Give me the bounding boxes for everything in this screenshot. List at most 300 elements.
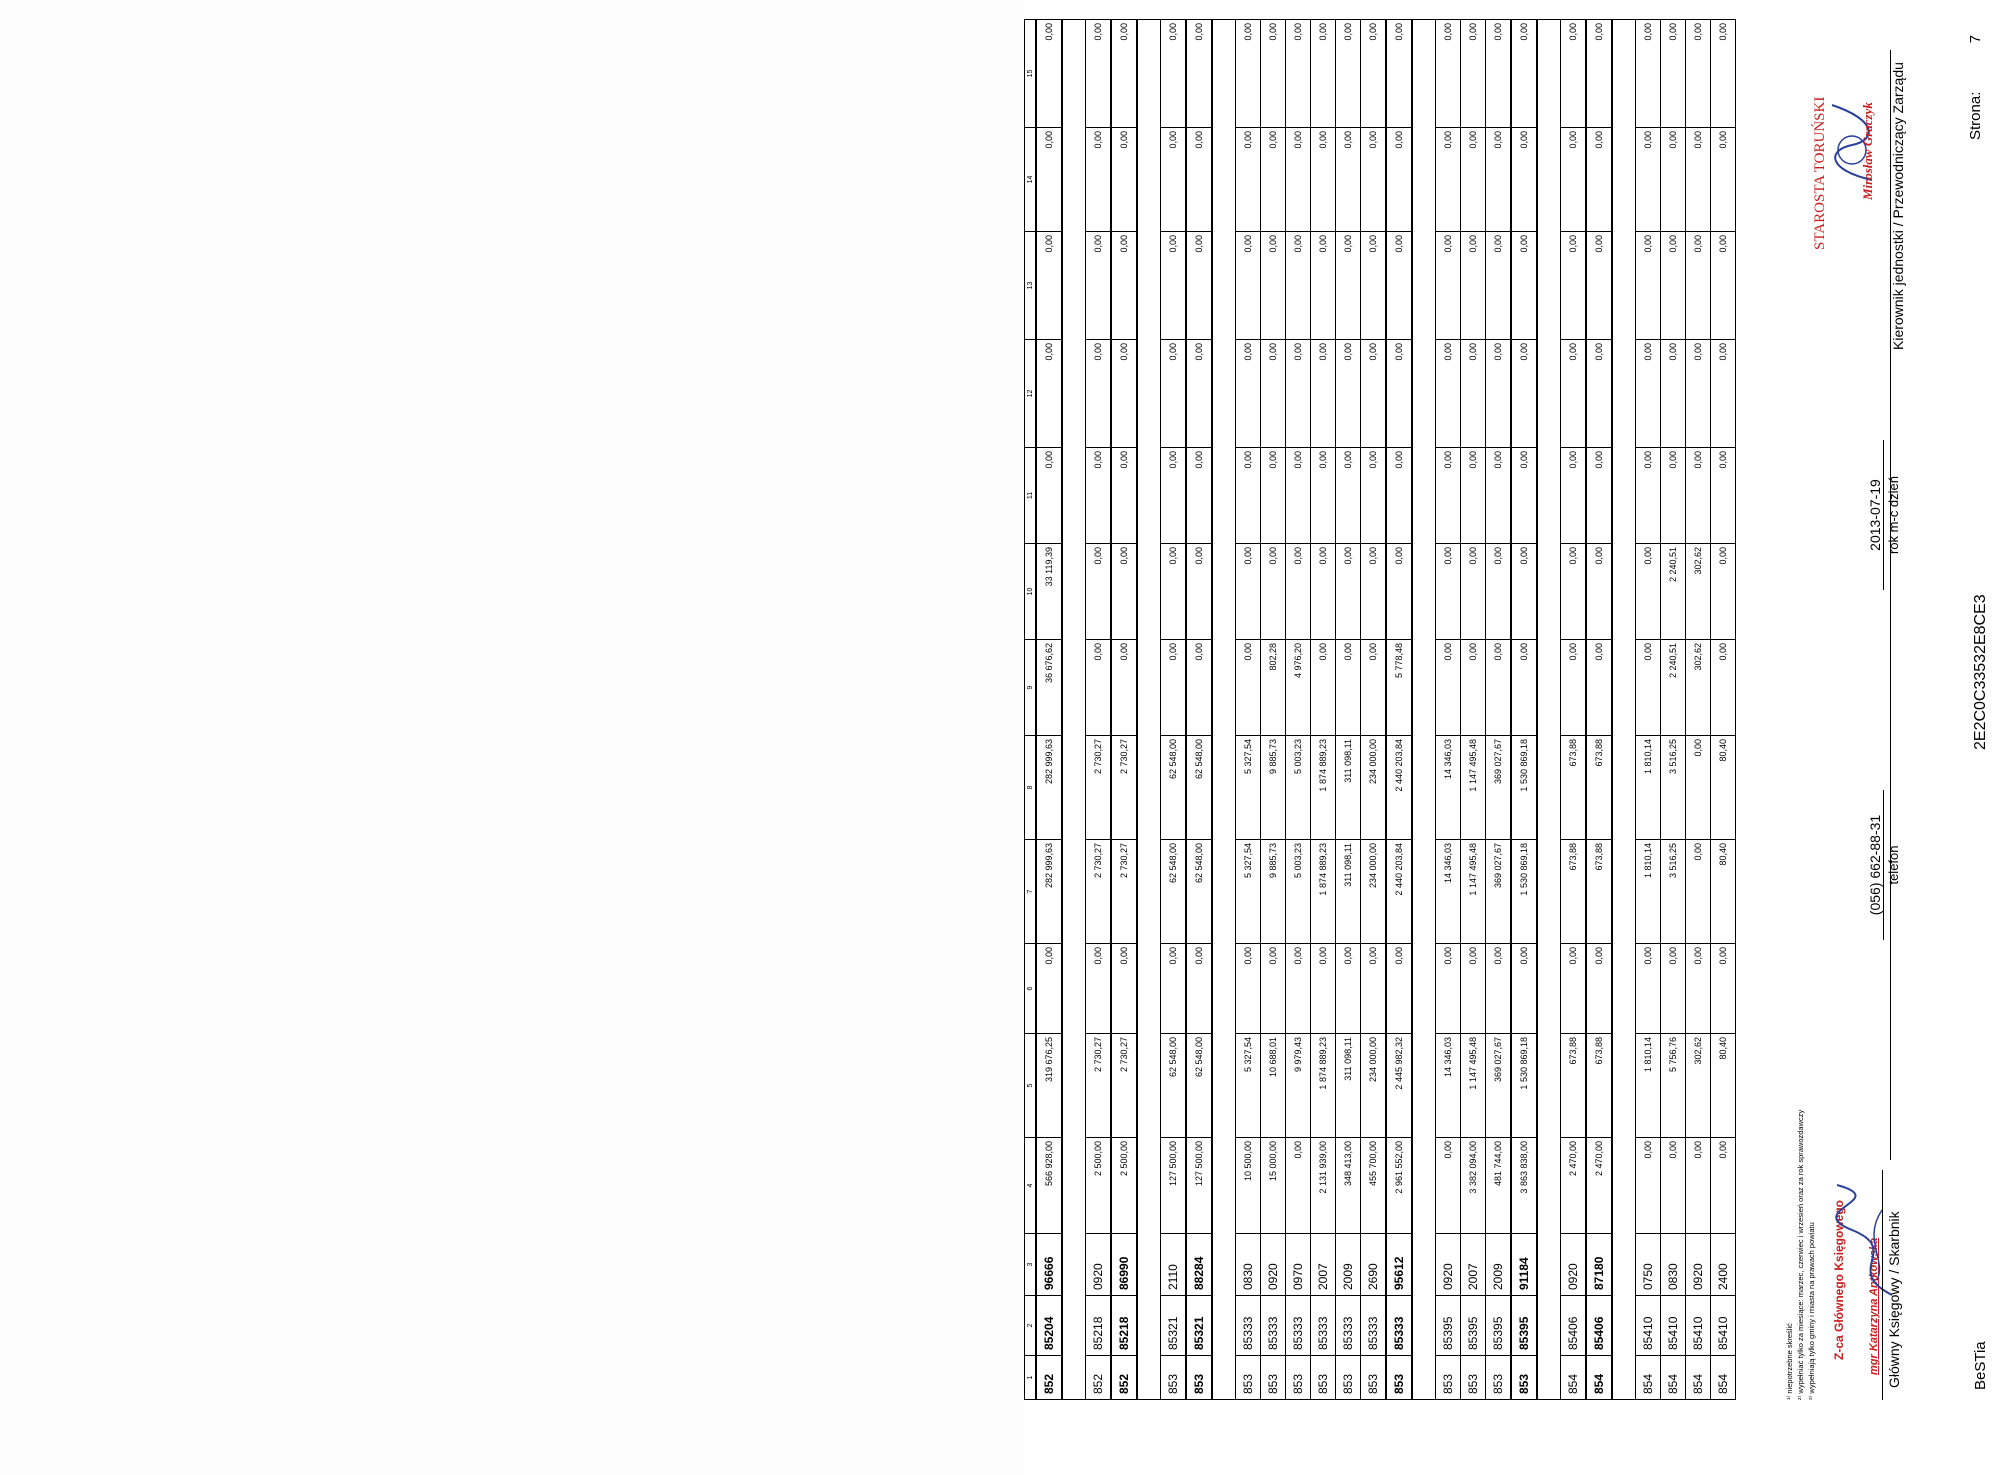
table-cell: 2 445 982,32 — [1386, 1034, 1412, 1138]
table-cell: 1 530 869,18 — [1511, 840, 1537, 944]
table-cell: 0,00 — [1636, 128, 1661, 232]
table-cell: 0,00 — [1086, 944, 1112, 1034]
table-cell: 5 327,54 — [1236, 840, 1261, 944]
table-cell: 85333 — [1386, 1296, 1412, 1356]
table-row — [1261, 20, 1286, 1400]
table-cell: 0,00 — [1361, 340, 1387, 448]
table-cell: 0,00 — [1361, 640, 1387, 736]
separator-cell — [1537, 1356, 1561, 1400]
table-cell: 3 516,25 — [1661, 736, 1686, 840]
separator-cell — [1062, 340, 1086, 448]
table-cell: 852 — [1111, 1356, 1137, 1400]
table-cell: 0,00 — [1111, 944, 1137, 1034]
column-number: 3 — [1025, 1234, 1037, 1296]
table-cell: 2 440 203,84 — [1386, 736, 1412, 840]
separator-cell — [1612, 1234, 1636, 1296]
separator-cell — [1412, 1034, 1436, 1138]
separator-cell — [1412, 840, 1436, 944]
table-cell: 0,00 — [1361, 20, 1387, 128]
separator-cell — [1137, 736, 1161, 840]
table-cell: 0,00 — [1436, 544, 1461, 640]
table-cell: 0,00 — [1511, 340, 1537, 448]
table-cell: 0,00 — [1361, 448, 1387, 544]
table-cell: 0,00 — [1586, 340, 1612, 448]
table-cell: 0,00 — [1661, 1138, 1686, 1234]
table-cell: 369 027,67 — [1486, 840, 1512, 944]
separator-cell — [1212, 736, 1236, 840]
separator-cell — [1062, 1234, 1086, 1296]
table-cell: 9 885,73 — [1261, 840, 1286, 944]
table-cell: 85395 — [1436, 1296, 1461, 1356]
separator-cell — [1137, 1034, 1161, 1138]
table-cell: 0,00 — [1186, 340, 1212, 448]
separator-cell — [1612, 448, 1636, 544]
column-number: 10 — [1025, 544, 1037, 640]
separator-cell — [1212, 1356, 1236, 1400]
separator-cell — [1612, 232, 1636, 340]
table-cell: 0,00 — [1036, 232, 1062, 340]
table-cell: 673,88 — [1586, 736, 1612, 840]
separator-cell — [1612, 1138, 1636, 1234]
table-cell: 234 000,00 — [1361, 840, 1387, 944]
separator-cell — [1537, 232, 1561, 340]
table-cell: 0,00 — [1311, 232, 1336, 340]
table-cell: 0,00 — [1511, 944, 1537, 1034]
table-cell: 0,00 — [1461, 544, 1486, 640]
report-table-container — [1024, 20, 1776, 1400]
table-cell: 0,00 — [1186, 544, 1212, 640]
table-cell: 88284 — [1186, 1234, 1212, 1296]
table-cell: 0,00 — [1236, 128, 1261, 232]
separator-cell — [1212, 20, 1236, 128]
table-cell: 0,00 — [1436, 944, 1461, 1034]
table-cell: 0,00 — [1561, 232, 1587, 340]
subtotal-row — [1111, 20, 1137, 1400]
table-cell: 0,00 — [1236, 544, 1261, 640]
table-cell: 0,00 — [1111, 640, 1137, 736]
table-cell: 853 — [1336, 1356, 1361, 1400]
separator-cell — [1537, 944, 1561, 1034]
table-cell: 0,00 — [1661, 128, 1686, 232]
separator-cell — [1612, 544, 1636, 640]
chief-stamp-name: mgr Katarzyna Antkowska — [1868, 1237, 1880, 1375]
separator-cell — [1212, 1234, 1236, 1296]
table-cell: 0,00 — [1261, 448, 1286, 544]
table-cell: 0,00 — [1386, 128, 1412, 232]
table-cell: 80,40 — [1711, 840, 1736, 944]
table-cell: 0,00 — [1161, 340, 1187, 448]
table-cell: 0,00 — [1336, 128, 1361, 232]
table-row — [1236, 20, 1261, 1400]
table-cell: 311 098,11 — [1336, 1034, 1361, 1138]
table-cell: 85333 — [1236, 1296, 1261, 1356]
table-cell: 0,00 — [1161, 128, 1187, 232]
table-cell: 0,00 — [1661, 340, 1686, 448]
separator-cell — [1137, 340, 1161, 448]
separator-cell — [1062, 1034, 1086, 1138]
separator-cell — [1062, 20, 1086, 128]
table-cell: 0,00 — [1236, 340, 1261, 448]
table-cell: 0,00 — [1686, 340, 1711, 448]
table-cell: 3 516,25 — [1661, 840, 1686, 944]
table-cell: 62 548,00 — [1161, 1034, 1187, 1138]
table-cell: 0,00 — [1486, 340, 1512, 448]
table-row — [1636, 20, 1661, 1400]
table-cell: 33 119,39 — [1036, 544, 1062, 640]
table-cell: 0,00 — [1711, 128, 1736, 232]
table-cell: 0,00 — [1486, 232, 1512, 340]
table-cell: 0,00 — [1461, 128, 1486, 232]
table-cell: 85410 — [1661, 1296, 1686, 1356]
separator-cell — [1412, 736, 1436, 840]
table-row — [1161, 20, 1187, 1400]
table-cell: 0,00 — [1386, 544, 1412, 640]
table-cell: 85333 — [1361, 1296, 1387, 1356]
table-cell: 0,00 — [1336, 944, 1361, 1034]
footnote: ³⁾ wypełniają tylko gminy i miasta na prawach powiatu — [1807, 1222, 1816, 1400]
table-cell: 0,00 — [1511, 232, 1537, 340]
separator-cell — [1537, 1234, 1561, 1296]
subtotal-row — [1036, 20, 1062, 1400]
table-cell: 854 — [1561, 1356, 1587, 1400]
table-cell: 0830 — [1661, 1234, 1686, 1296]
separator-cell — [1612, 20, 1636, 128]
separator-cell — [1137, 840, 1161, 944]
table-cell: 853 — [1261, 1356, 1286, 1400]
separator-cell — [1212, 1296, 1236, 1356]
table-cell: 2009 — [1486, 1234, 1512, 1296]
table-cell: 1 874 889,23 — [1311, 1034, 1336, 1138]
table-cell: 802,28 — [1261, 640, 1286, 736]
table-cell: 853 — [1361, 1356, 1387, 1400]
table-cell: 369 027,67 — [1486, 736, 1512, 840]
table-cell: 2 240,51 — [1661, 640, 1686, 736]
phone-value: (056) 662-88-31 — [1867, 814, 1883, 916]
table-cell: 319 676,25 — [1036, 1034, 1062, 1138]
separator-cell — [1212, 640, 1236, 736]
table-row — [1436, 20, 1461, 1400]
table-cell: 0,00 — [1561, 944, 1587, 1034]
table-cell: 85395 — [1486, 1296, 1512, 1356]
table-cell: 0,00 — [1511, 544, 1537, 640]
table-cell: 85204 — [1036, 1296, 1062, 1356]
table-cell: 10 500,00 — [1236, 1138, 1261, 1234]
column-number: 2 — [1025, 1296, 1037, 1356]
table-cell: 0,00 — [1311, 640, 1336, 736]
table-cell: 0,00 — [1686, 736, 1711, 840]
separator-cell — [1212, 340, 1236, 448]
separator-cell — [1137, 448, 1161, 544]
phone-label: telefon — [1883, 790, 1901, 940]
table-cell: 15 000,00 — [1261, 1138, 1286, 1234]
table-cell: 80,40 — [1711, 1034, 1736, 1138]
table-cell: 0,00 — [1086, 20, 1112, 128]
table-cell: 2400 — [1711, 1234, 1736, 1296]
table-cell: 0,00 — [1436, 1138, 1461, 1234]
separator-cell — [1062, 1296, 1086, 1356]
table-cell: 1 147 495,48 — [1461, 1034, 1486, 1138]
table-cell: 0,00 — [1511, 640, 1537, 736]
subtotal-row — [1586, 20, 1612, 1400]
table-cell: 62 548,00 — [1161, 736, 1187, 840]
separator-cell — [1537, 640, 1561, 736]
table-cell: 0,00 — [1111, 448, 1137, 544]
chief-stamp-title: Z-ca Głównego Księgowego — [1832, 1199, 1846, 1360]
table-cell: 0,00 — [1336, 448, 1361, 544]
table-cell: 0,00 — [1661, 944, 1686, 1034]
table-cell: 0,00 — [1111, 20, 1137, 128]
table-cell: 0,00 — [1636, 640, 1661, 736]
separator-cell — [1612, 128, 1636, 232]
separator-cell — [1537, 1296, 1561, 1356]
table-cell: 0,00 — [1461, 340, 1486, 448]
table-cell: 0,00 — [1486, 128, 1512, 232]
table-cell: 85406 — [1561, 1296, 1587, 1356]
table-cell: 0,00 — [1636, 340, 1661, 448]
table-row — [1311, 20, 1336, 1400]
table-cell: 0,00 — [1261, 944, 1286, 1034]
separator-cell — [1137, 1234, 1161, 1296]
table-cell: 5 327,54 — [1236, 736, 1261, 840]
separator-cell — [1412, 1234, 1436, 1296]
table-cell: 0,00 — [1636, 448, 1661, 544]
table-cell: 0,00 — [1561, 20, 1587, 128]
separator-cell — [1412, 340, 1436, 448]
table-row — [1686, 20, 1711, 1400]
table-cell: 853 — [1436, 1356, 1461, 1400]
table-cell: 853 — [1236, 1356, 1261, 1400]
table-cell: 673,88 — [1561, 1034, 1587, 1138]
table-cell: 853 — [1186, 1356, 1212, 1400]
separator-cell — [1537, 448, 1561, 544]
table-cell: 85333 — [1261, 1296, 1286, 1356]
column-number: 12 — [1025, 340, 1037, 448]
table-cell: 0,00 — [1486, 944, 1512, 1034]
table-cell: 3 382 094,00 — [1461, 1138, 1486, 1234]
table-cell: 2 730,27 — [1086, 840, 1112, 944]
table-cell: 853 — [1386, 1356, 1412, 1400]
separator-cell — [1412, 20, 1436, 128]
table-cell: 0,00 — [1686, 128, 1711, 232]
separator-cell — [1137, 640, 1161, 736]
table-cell: 1 530 869,18 — [1511, 1034, 1537, 1138]
table-cell: 0,00 — [1486, 640, 1512, 736]
table-cell: 2 730,27 — [1111, 840, 1137, 944]
separator-cell — [1612, 340, 1636, 448]
table-cell: 854 — [1711, 1356, 1736, 1400]
table-cell: 0750 — [1636, 1234, 1661, 1296]
head-of-unit-label: Kierownik jednostki / Przewodniczący Zarządu — [1890, 62, 1906, 350]
table-cell: 0,00 — [1236, 448, 1261, 544]
table-cell: 0,00 — [1311, 128, 1336, 232]
table-cell: 2 470,00 — [1561, 1138, 1587, 1234]
separator-cell — [1062, 1138, 1086, 1234]
table-cell: 0,00 — [1086, 128, 1112, 232]
table-cell: 0830 — [1236, 1234, 1261, 1296]
table-cell: 85333 — [1286, 1296, 1311, 1356]
column-number: 8 — [1025, 736, 1037, 840]
table-cell: 0,00 — [1711, 1138, 1736, 1234]
table-cell: 854 — [1686, 1356, 1711, 1400]
table-cell: 1 530 869,18 — [1511, 736, 1537, 840]
table-cell: 14 346,03 — [1436, 736, 1461, 840]
separator-cell — [1412, 1356, 1436, 1400]
table-cell: 9 979,43 — [1286, 1034, 1311, 1138]
table-cell: 0,00 — [1686, 448, 1711, 544]
table-cell: 0,00 — [1161, 448, 1187, 544]
table-cell: 2 470,00 — [1586, 1138, 1612, 1234]
table-cell: 0,00 — [1586, 640, 1612, 736]
table-cell: 0,00 — [1661, 448, 1686, 544]
column-number: 5 — [1025, 1034, 1037, 1138]
footnote: ²⁾ wypełniać tylko za miesiące: marzec, czerwiec i wrzesień oraz za rok sprawozdawczy — [1796, 1109, 1805, 1400]
footnote: ¹⁾ niepotrzebne skreślić — [1785, 1323, 1794, 1400]
table-cell: 0,00 — [1711, 232, 1736, 340]
separator-cell — [1137, 944, 1161, 1034]
date-block — [1867, 440, 1901, 590]
table-cell: 0,00 — [1261, 232, 1286, 340]
table-cell: 5 756,76 — [1661, 1034, 1686, 1138]
table-cell: 0,00 — [1436, 448, 1461, 544]
table-cell: 0,00 — [1161, 640, 1187, 736]
table-cell: 0,00 — [1711, 20, 1736, 128]
table-cell: 0,00 — [1511, 128, 1537, 232]
table-cell: 0,00 — [1336, 544, 1361, 640]
table-cell: 234 000,00 — [1361, 1034, 1387, 1138]
separator-cell — [1412, 544, 1436, 640]
signature-line — [1882, 1170, 1883, 1400]
table-cell: 0,00 — [1086, 232, 1112, 340]
table-cell: 0,00 — [1686, 1138, 1711, 1234]
table-cell: 853 — [1486, 1356, 1512, 1400]
table-cell: 0,00 — [1086, 448, 1112, 544]
table-cell: 0,00 — [1461, 944, 1486, 1034]
separator-cell — [1412, 1296, 1436, 1356]
table-cell: 854 — [1636, 1356, 1661, 1400]
table-cell: 0,00 — [1286, 340, 1311, 448]
table-cell: 0,00 — [1686, 232, 1711, 340]
table-cell: 853 — [1461, 1356, 1486, 1400]
column-number-row — [1025, 20, 1037, 1400]
separator-cell — [1212, 232, 1236, 340]
table-cell: 0,00 — [1286, 20, 1311, 128]
table-cell: 85395 — [1461, 1296, 1486, 1356]
separator-cell — [1062, 1356, 1086, 1400]
separator-cell — [1612, 1356, 1636, 1400]
table-cell: 0,00 — [1186, 128, 1212, 232]
separator-cell — [1137, 1138, 1161, 1234]
column-number: 13 — [1025, 232, 1037, 340]
table-cell: 0,00 — [1111, 340, 1137, 448]
separator-cell — [1612, 736, 1636, 840]
table-cell: 0,00 — [1111, 128, 1137, 232]
separator-cell — [1537, 1034, 1561, 1138]
separator-cell — [1537, 736, 1561, 840]
table-cell: 14 346,03 — [1436, 840, 1461, 944]
table-cell: 0,00 — [1586, 544, 1612, 640]
separator-cell — [1212, 544, 1236, 640]
separator-cell — [1612, 1296, 1636, 1356]
table-cell: 852 — [1036, 1356, 1062, 1400]
table-cell: 0,00 — [1461, 20, 1486, 128]
table-cell: 673,88 — [1586, 1034, 1612, 1138]
separator-cell — [1212, 448, 1236, 544]
table-cell: 0,00 — [1361, 544, 1387, 640]
table-cell: 311 098,11 — [1336, 736, 1361, 840]
table-cell: 0,00 — [1511, 448, 1537, 544]
column-number: 7 — [1025, 840, 1037, 944]
separator-cell — [1537, 840, 1561, 944]
table-cell: 302,62 — [1686, 1034, 1711, 1138]
table-cell: 0,00 — [1711, 340, 1736, 448]
table-cell: 0,00 — [1436, 232, 1461, 340]
table-cell: 85218 — [1086, 1296, 1112, 1356]
table-cell: 0,00 — [1386, 232, 1412, 340]
table-cell: 854 — [1661, 1356, 1686, 1400]
table-cell: 0,00 — [1311, 544, 1336, 640]
table-cell: 0,00 — [1636, 544, 1661, 640]
separator-cell — [1412, 640, 1436, 736]
column-number: 11 — [1025, 448, 1037, 544]
table-cell: 0,00 — [1261, 544, 1286, 640]
table-cell: 2009 — [1336, 1234, 1361, 1296]
table-cell: 0,00 — [1336, 640, 1361, 736]
table-cell: 95612 — [1386, 1234, 1412, 1296]
table-cell: 0,00 — [1161, 544, 1187, 640]
table-cell: 91184 — [1511, 1234, 1537, 1296]
table-cell: 0,00 — [1286, 544, 1311, 640]
table-cell: 0,00 — [1311, 340, 1336, 448]
table-cell: 2 440 203,84 — [1386, 840, 1412, 944]
table-cell: 0970 — [1286, 1234, 1311, 1296]
date-label: rok m-c dzień — [1883, 440, 1901, 590]
table-cell: 854 — [1586, 1356, 1612, 1400]
table-cell: 0,00 — [1286, 128, 1311, 232]
table-cell: 62 548,00 — [1186, 1034, 1212, 1138]
separator-cell — [1537, 128, 1561, 232]
table-cell: 1 810,14 — [1636, 840, 1661, 944]
separator-cell — [1062, 448, 1086, 544]
table-cell: 0,00 — [1636, 20, 1661, 128]
table-cell: 0,00 — [1361, 944, 1387, 1034]
separator-cell — [1062, 640, 1086, 736]
table-cell: 0,00 — [1086, 640, 1112, 736]
table-cell: 0,00 — [1336, 232, 1361, 340]
table-cell: 0,00 — [1636, 232, 1661, 340]
table-cell: 0,00 — [1236, 20, 1261, 128]
table-cell: 234 000,00 — [1361, 736, 1387, 840]
table-cell: 853 — [1161, 1356, 1187, 1400]
table-cell: 0,00 — [1436, 340, 1461, 448]
separator-cell — [1412, 448, 1436, 544]
column-number: 9 — [1025, 640, 1037, 736]
table-cell: 1 810,14 — [1636, 736, 1661, 840]
column-number: 1 — [1025, 1356, 1037, 1400]
table-cell: 0,00 — [1086, 340, 1112, 448]
table-cell: 0,00 — [1161, 944, 1187, 1034]
table-cell: 0,00 — [1436, 640, 1461, 736]
table-cell: 0,00 — [1186, 640, 1212, 736]
table-cell: 455 700,00 — [1361, 1138, 1387, 1234]
table-row — [1361, 20, 1387, 1400]
table-cell: 0,00 — [1586, 128, 1612, 232]
table-cell: 0,00 — [1286, 448, 1311, 544]
table-cell: 0,00 — [1711, 544, 1736, 640]
document-code: 2E2C0C33532E8CE3 — [1972, 594, 1989, 750]
separator-cell — [1212, 1034, 1236, 1138]
table-cell: 0,00 — [1561, 128, 1587, 232]
table-cell: 0,00 — [1461, 232, 1486, 340]
